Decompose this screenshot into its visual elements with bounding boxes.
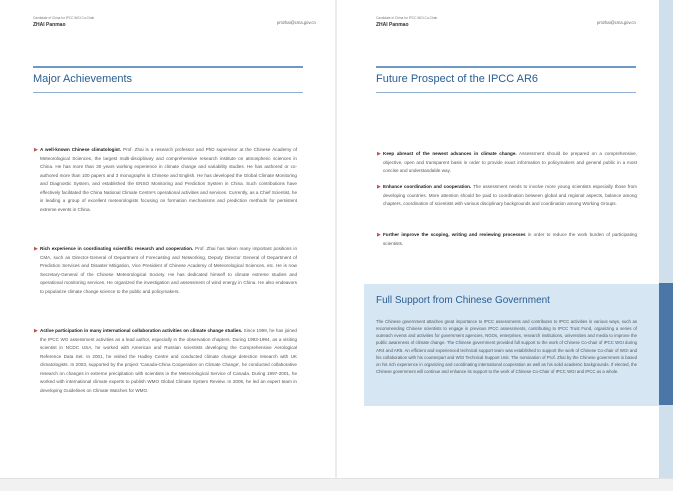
right-title-rule-bottom xyxy=(376,92,636,93)
bullet-icon: ▶ xyxy=(377,151,381,157)
left-item-3 xyxy=(34,327,297,395)
left-item-1-text: Prof. Zhai is a research professor and PhD supervisor at the Chinese Academy of Meteorological Sciences, the largest multi-disciplinary and comprehensive research institute on atmospheric sciences in China. He has more than 30 years working experience in climate change and variability studies. He has authored or co-authored more than 100 papers and 3 monographs in Chinese and English. He has developed the Global Climate Monitoring and Diagnostic System, and established the ENSO Monitoring and Prediction System in China. Such contributions have effectively facilitated the China National Climate Centre's operational activities and services. Currently, as a Chief Scientist, he is leading a group of excellent meteorologists focusing on formation mechanisms and prediction methods for persistent extreme events in China. xyxy=(40,147,297,212)
right-title-rule-top xyxy=(376,66,636,68)
page-bottom-band xyxy=(0,478,673,491)
right-item-3 xyxy=(377,231,637,248)
right-item-1-lead: Keep abreast of the newest advances in climate change. xyxy=(383,151,517,156)
right-header-email: pmzhai@cma.gov.cn xyxy=(597,20,636,25)
left-item-3-lead: Active participation in many international collaboration activities on climate change studies. xyxy=(40,328,243,333)
left-header-subtitle: Candidate of China for IPCC WGI Co-Chair xyxy=(33,16,95,20)
left-item-2-lead: Rich experience in coordinating scientific research and cooperation. xyxy=(40,246,194,251)
right-item-2-text: The assessment needs to involve more young scientists especially those from developing countries. More attention should be paid to coordination between global and regional aspects, balance among chapters, coordination of scientists with various disciplinary backgrounds and coordination among Working Groups. xyxy=(383,184,637,207)
bullet-icon: ▶ xyxy=(34,246,38,252)
bullet-icon: ▶ xyxy=(34,147,38,153)
page-edge-strip xyxy=(659,0,673,478)
left-item-2 xyxy=(34,245,297,296)
right-item-2-lead: Enhance coordination and cooperation. xyxy=(383,184,472,189)
government-support-body: The Chinese government attaches great importance to IPCC assessments and contributes to IPCC activities in various ways, such as recommending Chinese scientists to engage in previous IPCC assessments, contributing to IPCC Trust Fund, organizing a series of outreach events and activities for government agencies, NGOs, enterprises, research institutions, universities and media to improve the public awareness of climate change. The Chinese government provided full support to the work of Chinese Co-chair of IPCC WGI during AR4 and AR5. An efficient and experienced technical support team was established to support the work of Chinese Co-chair of WGI and his collaboration with his counterpart and WGI Technical Support Unit. The nomination of Prof. Zhai by the Chinese government is based on his rich experience in organizing and coordinating international cooperation as well as his solid academic backgrounds. If elected, the Chinese government will continue and enhance its support to the work of Chinese Co-Chair of IPCC WGI and IPCC as a whole. xyxy=(376,319,637,375)
left-item-2-text: Prof. Zhai has taken many important positions in CMA, such as Director-General of Department of Forecasting and Networking, Deputy Director General of Department of Prediction Services and Disaster Mitigation, Vice President of Chinese Academy of Meteorological Sciences, etc. He is now Secretary-General of the Chinese Meteorological Society. He has dedicated himself to climate extreme studies and operational monitoring services. He organized the investigation and assessment of wind energy in China. He also endeavors to popularize climate change science to the public and policymakers. xyxy=(40,246,297,294)
left-section-title: Major Achievements xyxy=(33,73,133,85)
right-item-3-text: in order to reduce the work burden of participating scientists. xyxy=(383,232,637,246)
left-page xyxy=(0,0,336,478)
right-header-subtitle: Candidate of China for IPCC WGI Co-Chair xyxy=(376,16,438,20)
right-item-1-text: Assessment should be prepared on a comprehensive, objective, open and transparent basis in order to provide exact information to policymakers and general public in a most concise and understandable way. xyxy=(383,151,637,174)
right-header-name: ZHAI Panmao xyxy=(376,22,409,28)
right-item-3-lead: Further improve the scoping, writing and reviewing processes xyxy=(383,232,526,237)
left-item-1 xyxy=(34,146,297,214)
page-edge-tab xyxy=(659,283,673,405)
left-title-rule-bottom xyxy=(33,92,303,93)
government-support-box xyxy=(364,284,659,406)
left-item-3-text: Since 1998, he has joined the IPCC WG assessment activities as a lead author, especially in the observation chapters. During 1993-1994, as a visiting scientist in NCDC USA, he worked with American and Russian scientists developing the Comprehensive Aerological Reference Data Set. In 2001, he visited the Hadley Centre and conducted climate change detection research with UK climatologists. In 2003, supported by the project 'Canada-China Cooperation on Climate Change', he conducted collaborative research on changes in extreme precipitation with scientists in the Meteorological Service of Canada. During 1997-2001, he worked with international climate experts to publish WMO Global Climate System Review. In 2005, he led an expert team in developing Guidelines on Climate Watches for WMO. xyxy=(40,328,297,393)
bullet-icon: ▶ xyxy=(377,232,381,238)
left-header-name: ZHAI Panmao xyxy=(33,22,66,28)
government-support-title: Full Support from Chinese Government xyxy=(376,295,550,306)
bullet-icon: ▶ xyxy=(377,184,381,190)
left-title-rule-top xyxy=(33,66,303,68)
left-item-1-lead: A well-known Chinese climatologist. xyxy=(40,147,122,152)
left-header-email: pmzhai@cma.gov.cn xyxy=(277,20,316,25)
right-item-2 xyxy=(377,183,637,209)
right-item-1 xyxy=(377,150,637,176)
right-section-title: Future Prospect of the IPCC AR6 xyxy=(376,73,539,85)
bullet-icon: ▶ xyxy=(34,328,38,334)
